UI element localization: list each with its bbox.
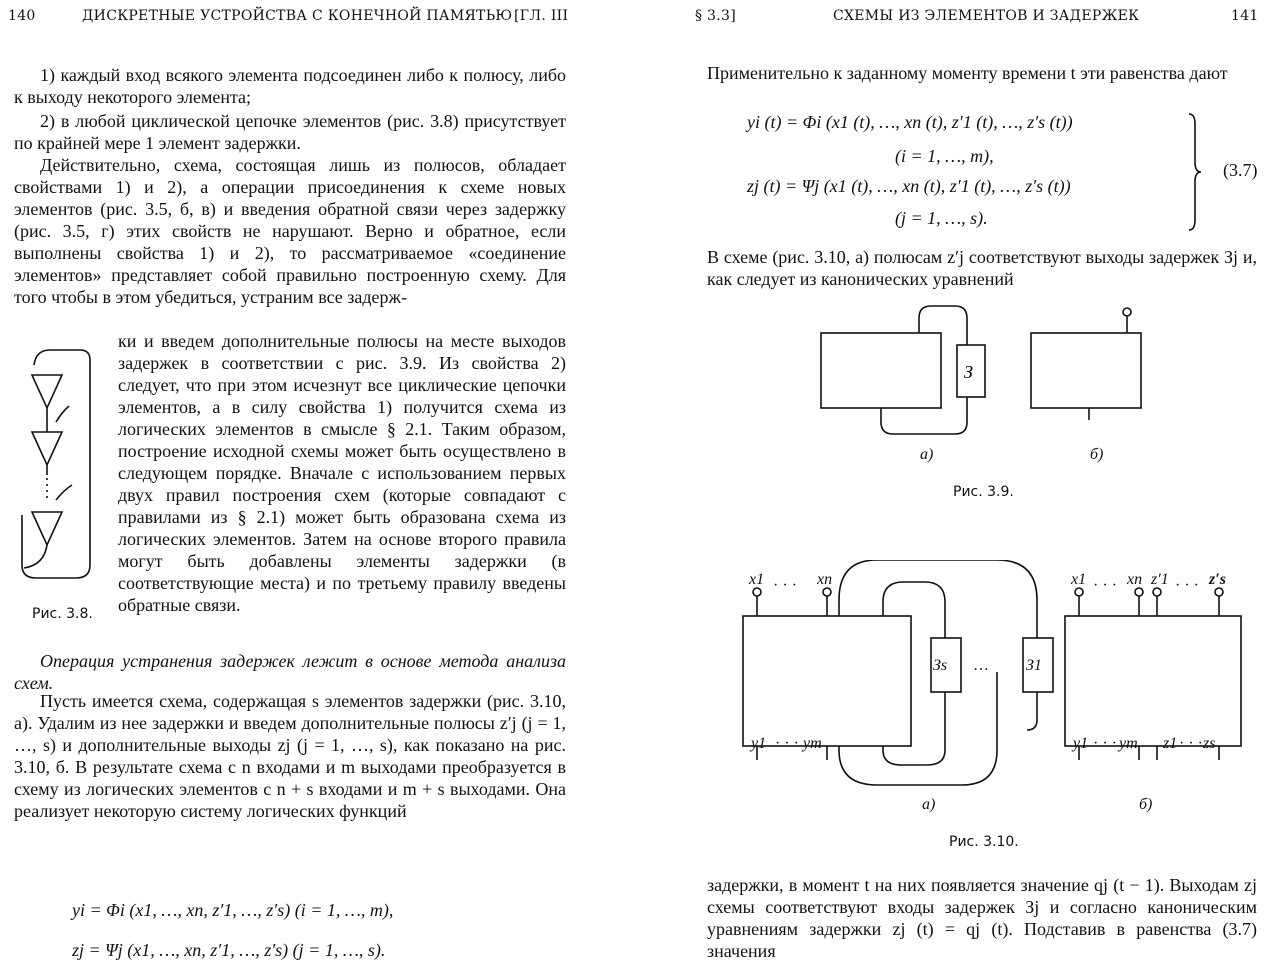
figure-3-10a-logic-block bbox=[743, 616, 911, 746]
right-page bbox=[637, 0, 1274, 980]
paragraph-continuation: задержки, в момент t на них появляется значение qj (t − 1). Выходам zj схемы соответствуют входы задержек Зj и согласно каноническим уравнениям задержки zj (t) = qj (t). Подставив в равенства (3.7) значения bbox=[707, 875, 1257, 961]
fig310a-delay-1-label: З1 bbox=[1026, 657, 1042, 674]
figure-3-10b-logic-block bbox=[1065, 616, 1241, 746]
figure-3-9b-label: б) bbox=[1090, 446, 1104, 463]
paragraph-poles: В схеме (рис. 3.10, а) полюсам z′j соответствуют выходы задержек Зj и, как следует из канонических уравнений bbox=[707, 247, 1257, 289]
figure-3-8 bbox=[14, 340, 104, 590]
fig310b-output-dots-2: · · · bbox=[1179, 735, 1203, 752]
right-section-ref: § 3.3] bbox=[695, 8, 736, 24]
equation-3-7-j-range: (j = 1, …, s). bbox=[895, 208, 988, 228]
fig310b-output-dots: · · · bbox=[1093, 735, 1117, 752]
paragraph-intro: Применительно к заданному моменту времени t эти равенства дают bbox=[707, 63, 1228, 83]
fig310a-delay-s-label: Зs bbox=[933, 657, 948, 674]
fig310b-output-ym: ym bbox=[1119, 735, 1138, 752]
right-page-number: 141 bbox=[1231, 8, 1259, 24]
fig310b-input-zs: z′s bbox=[1209, 571, 1226, 588]
figure-3-10-caption: Рис. 3.10. bbox=[949, 834, 1019, 850]
fig310a-input-xn: xn bbox=[817, 571, 833, 588]
figure-3-10a-label: а) bbox=[922, 796, 936, 813]
fig310b-output-zs: zs bbox=[1203, 735, 1216, 752]
paragraph-proof: Действительно, схема, состоящая лишь из полюсов, обладает свойствами 1) и 2), а операции присоединения к схеме новых элементов (рис. 3.5, б, в) и введения обратной связи через задержку (рис. 3.5, г) этих свойств не нарушают. Верно и обратное, если выполнены свойства 1) и 2), то рассматриваемое «соединение элементов» представляет собой правильно построенную схему. Для того чтобы в этом убедиться, устраним все задерж- bbox=[14, 155, 566, 307]
fig310a-delay-dots: … bbox=[973, 657, 989, 674]
figure-3-9b-logic-block bbox=[1031, 333, 1141, 408]
figure-3-9a-logic-block bbox=[821, 333, 941, 408]
italic-statement: Операция устранения задержек лежит в основе метода анализа схем. bbox=[14, 651, 566, 693]
equation-3-7-y: yi (t) = Φi (x1 (t), …, xn (t), z′1 (t), …, z′s (t)) bbox=[747, 112, 1073, 132]
fig310b-input-x1: x1 bbox=[1071, 571, 1087, 588]
paragraph-proof-wrapped: ки и введем дополнительные полюсы на месте выходов задержек в соответствии с рис. 3.9. Из свойства 2) следует, что при этом исчезнут все циклические цепочки элементов, а в силу свойства 1) получится схема из логических элементов в смысле § 2.1. Таким образом, построение исходной схемы может быть осуществлено в следующем порядке. Вначале с использованием первых двух правил построения схем (которые совпадают с правилами из § 2.1) может быть образована схема из логических элементов. Затем на основе второго правила могут быть добавлены элементы задержки (в соответствующие места) и по третьему правилу введены обратные связи. bbox=[118, 331, 566, 615]
fig310b-output-y1: y1 bbox=[1073, 735, 1089, 752]
property-2: 2) в любой циклической цепочке элементов (рис. 3.8) присутствует по крайней мере 1 элемент задержки. bbox=[14, 111, 566, 153]
right-running-head: СХЕМЫ ИЗ ЭЛЕМЕНТОВ И ЗАДЕРЖЕК bbox=[833, 8, 1140, 24]
fig310b-input-xn: xn bbox=[1127, 571, 1143, 588]
fig310b-input-dots-2: · · · bbox=[1175, 577, 1199, 594]
equation-brace bbox=[1185, 112, 1205, 232]
figure-3-10 bbox=[727, 560, 1247, 790]
property-1: 1) каждый вход всякого элемента подсоединен либо к полюсу, либо к выходу некоторого элемента; bbox=[14, 65, 566, 107]
fig310a-output-ym: ym bbox=[803, 735, 822, 752]
fig310a-output-dots: · · · bbox=[775, 735, 799, 752]
figure-3-10b-label: б) bbox=[1139, 796, 1153, 813]
equation-number-3-7: (3.7) bbox=[1223, 160, 1258, 180]
fig310a-output-y1: y1 bbox=[751, 735, 767, 752]
equation-y: yi = Φi (x1, …, xn, z′1, …, z′s) (i = 1, …, m), bbox=[72, 900, 394, 920]
left-chapter-ref: [ГЛ. III bbox=[514, 8, 569, 24]
fig310b-input-dots: · · · bbox=[1093, 577, 1117, 594]
figure-3-9b-pole bbox=[1123, 308, 1131, 316]
figure-3-9-delay-label: З bbox=[964, 362, 973, 382]
figure-3-9a-label: а) bbox=[920, 446, 934, 463]
equation-z: zj = Ψj (x1, …, xn, z′1, …, z′s) (j = 1, …, s). bbox=[72, 940, 386, 960]
equation-3-7-z: zj (t) = Ψj (x1 (t), …, xn (t), z′1 (t), …, z′s (t)) bbox=[747, 176, 1071, 196]
fig310a-input-x1: x1 bbox=[749, 571, 765, 588]
figure-3-9-caption: Рис. 3.9. bbox=[953, 484, 1014, 500]
equation-3-7-i-range: (i = 1, …, m), bbox=[895, 146, 994, 166]
fig310b-input-z1: z′1 bbox=[1151, 571, 1169, 588]
paragraph-delays: Пусть имеется схема, содержащая s элементов задержки (рис. 3.10, а). Удалим из нее задержки и введем дополнительные полюсы z′j (j = 1, …, s) и дополнительные выходы zj (j = 1, …, s), как показано на рис. 3.10, б. В результате схема с n входами и m выходами преобразуется в схему из логических элементов с n + s входами и m + s выходами. Она реализует некоторую систему логических функций bbox=[14, 691, 566, 821]
figure-3-9 bbox=[807, 300, 1147, 440]
fig310a-input-dots: · · · bbox=[773, 577, 797, 594]
figure-3-8-caption: Рис. 3.8. bbox=[32, 606, 93, 622]
left-running-head: ДИСКРЕТНЫЕ УСТРОЙСТВА С КОНЕЧНОЙ ПАМЯТЬЮ bbox=[82, 8, 513, 24]
fig310b-output-z1: z1 bbox=[1163, 735, 1178, 752]
left-page-number: 140 bbox=[8, 8, 36, 24]
